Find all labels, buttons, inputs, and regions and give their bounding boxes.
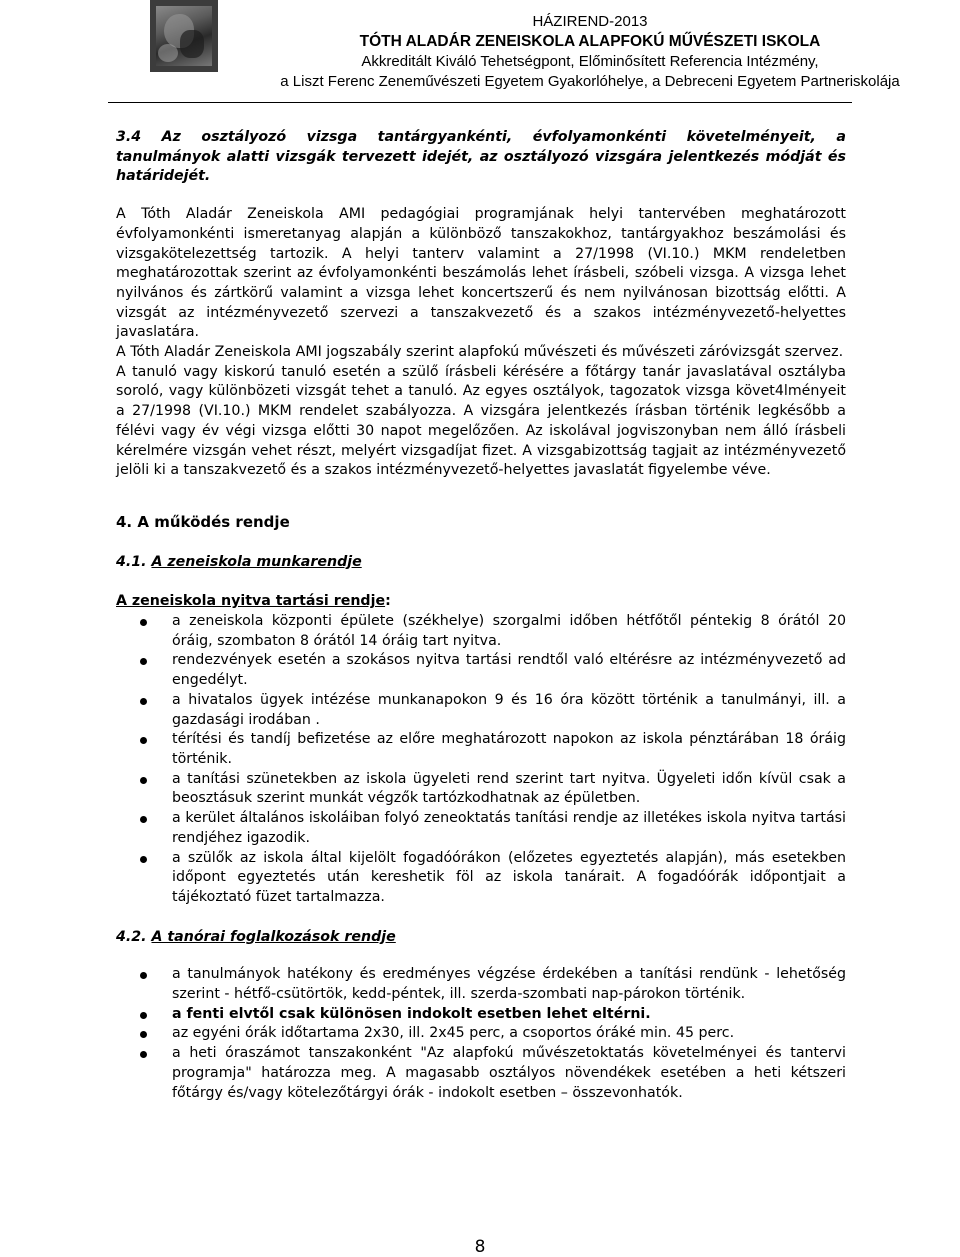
paragraph-exams: A Tóth Aladár Zeneiskola AMI pedagógiai programjának helyi tantervében meghatározott évfolyamonkénti ismeretanyag alapján a különböző tanszakokhoz, tantárgyakhoz beszámolási és vizsgakötelezettség tartozik. A helyi tanterv valamint a 27/1998 (VI.10.) MKM rendeletben meghatározottak szerint az évfolyamonkénti beszámolás lehet írásbeli, szóbeli vizsga. A vizsga lehet nyilvános és zártkörű valamint a vizsga lehet koncertszerű és nem nyilvánosan bizottság előtti. A vizsgát az intézményvezető szervezi a tanszakvezető és a szakos intézményvezető-helyettes javaslatára. [116,206,846,341]
header-document-title: HÁZIREND-2013 [532,13,648,30]
opening-hours-list [116,612,846,908]
page-header [240,12,940,92]
paragraph-final-exam: A Tóth Aladár Zeneiskola AMI jogszabály szerint alapfokú művészeti és művészeti záróvizsgát szervez. [116,344,844,361]
list-item: a zeneiskola központi épülete (székhelye) szorgalmi időben hétfőtől péntekig 8 órától 20 óráig, szombaton 8 órától 14 óráig tart nyitva. [116,612,846,651]
bullet-icon [140,698,147,705]
list-item: a tanulmányok hatékony és eredményes végzése érdekében a tanítási rendünk - lehetőség szerint - hétfő-csütörtök, kedd-péntek, ill. szerda-szombati nap-párokon történik. [116,965,846,1004]
header-divider [108,102,852,103]
header-accreditation: Akkreditált Kiváló Tehetségpont, Előminősített Referencia Intézmény, [361,53,819,70]
lesson-rules-list [116,965,846,1103]
section-3-4-title: 3.4 Az osztályozó vizsga tantárgyankénti, évfolyamonkénti követelményeit, a tanulmányok alatti vizsgák tervezett idejét, az osztályozó vizsgára jelentkezés módját és határidejét. [116,129,846,185]
bullet-icon [140,856,147,863]
opening-hours-heading-text: A zeneiskola nyitva tartási rendje [116,593,386,610]
list-item: a hivatalos ügyek intézése munkanapokon 9 és 16 óra között történik a tanulmányi, ill. a gazdasági irodában . [116,691,846,730]
list-item: a heti óraszámot tanszakonként "Az alapfokú művészetoktatás követelményei és tantervi programja" határozza meg. A magasabb osztályos növendékek esetében a heti kétszeri főtárgy és/vagy kötelezőtárgyi órák - indokolt esetben – összevonhatók. [116,1044,846,1103]
section-4-2-label: A tanórai foglalkozások rendje [151,928,396,945]
header-partnerships: a Liszt Ferenc Zeneművészeti Egyetem Gyakorlóhelye, a Debreceni Egyetem Partneriskolája [280,73,900,90]
bullet-icon [140,1031,147,1038]
opening-hours-heading: A zeneiskola nyitva tartási rendje: [116,593,391,610]
list-item: a fenti elvtől csak különösen indokolt esetben lehet eltérni. [116,1005,846,1025]
list-item: a kerület általános iskoláiban folyó zeneoktatás tanítási rendje az illetékes iskola nyitva tartási rendjéhez igazodik. [116,809,846,848]
section-4-2-title [116,928,846,948]
bullet-icon [140,972,147,979]
school-logo [150,0,218,72]
bullet-icon [140,1051,147,1058]
list-item: rendezvények esetén a szokásos nyitva tartási rendtől való eltérésre az intézményvezető ad engedélyt. [116,651,846,690]
bullet-icon [140,777,147,784]
section-4-1-label: A zeneiskola munkarendje [151,553,362,570]
list-item: az egyéni órák időtartama 2x30, ill. 2x45 perc, a csoportos óráké min. 45 perc. [116,1024,846,1044]
bullet-icon [140,816,147,823]
bullet-icon [140,619,147,626]
section-4-2-number: 4.2. [116,928,152,945]
bullet-icon [140,658,147,665]
page-number: 8 [474,1237,486,1257]
list-item: a tanítási szünetekben az iskola ügyeleti rend szerint tart nyitva. Ügyeleti időn kívül csak a beosztásuk szerint munkát végzők tartózkodhatnak az épületben. [116,770,846,809]
header-school-name: TÓTH ALADÁR ZENEISKOLA ALAPFOKÚ MŰVÉSZETI ISKOLA [359,33,821,50]
document-body [116,118,846,1103]
list-item: térítési és tandíj befizetése az előre meghatározott napokon az iskola pénztárában 18 óráig történik. [116,730,846,769]
bullet-icon [140,1012,147,1019]
section-4-1-title [116,553,846,573]
bullet-icon [140,737,147,744]
paragraph-classification-exam: A tanuló vagy kiskorú tanuló esetén a szülő írásbeli kérésére a főtárgy tanár javaslatával osztályba soroló, vagy különbözeti vizsgát tehet a tanuló. Az egyes osztályok, tagozatok vizsga követ4lményeit a 27/1998 (VI.10.) MKM rendelet szabályozza. A vizsgára jelentkezés írásban történik legkésőbb a félévi vagy év végi vizsga előtti 30 napot megelőzően. Az iskolával jogviszonyban nem álló írásbeli kérelmére vizsgán vehet részt, melyért vizsgadíjat fizet. A vizsgabizottság tagjait az intézményvezető jelöli ki a tanszakvezető és a szakos intézményvezető-helyettes javaslatát figyelembe véve. [116,363,846,479]
section-4-1-number: 4.1. [116,553,152,570]
list-item: a szülők az iskola által kijelölt fogadóórákon (előzetes egyeztetés alapján), más esetekben időpont egyeztetés után kereshetik föl az iskola tanárait. A fogadóórák időpontjait a tájékoztató füzet tartalmazza. [116,849,846,908]
section-4-title: 4. A működés rendje [116,512,290,531]
